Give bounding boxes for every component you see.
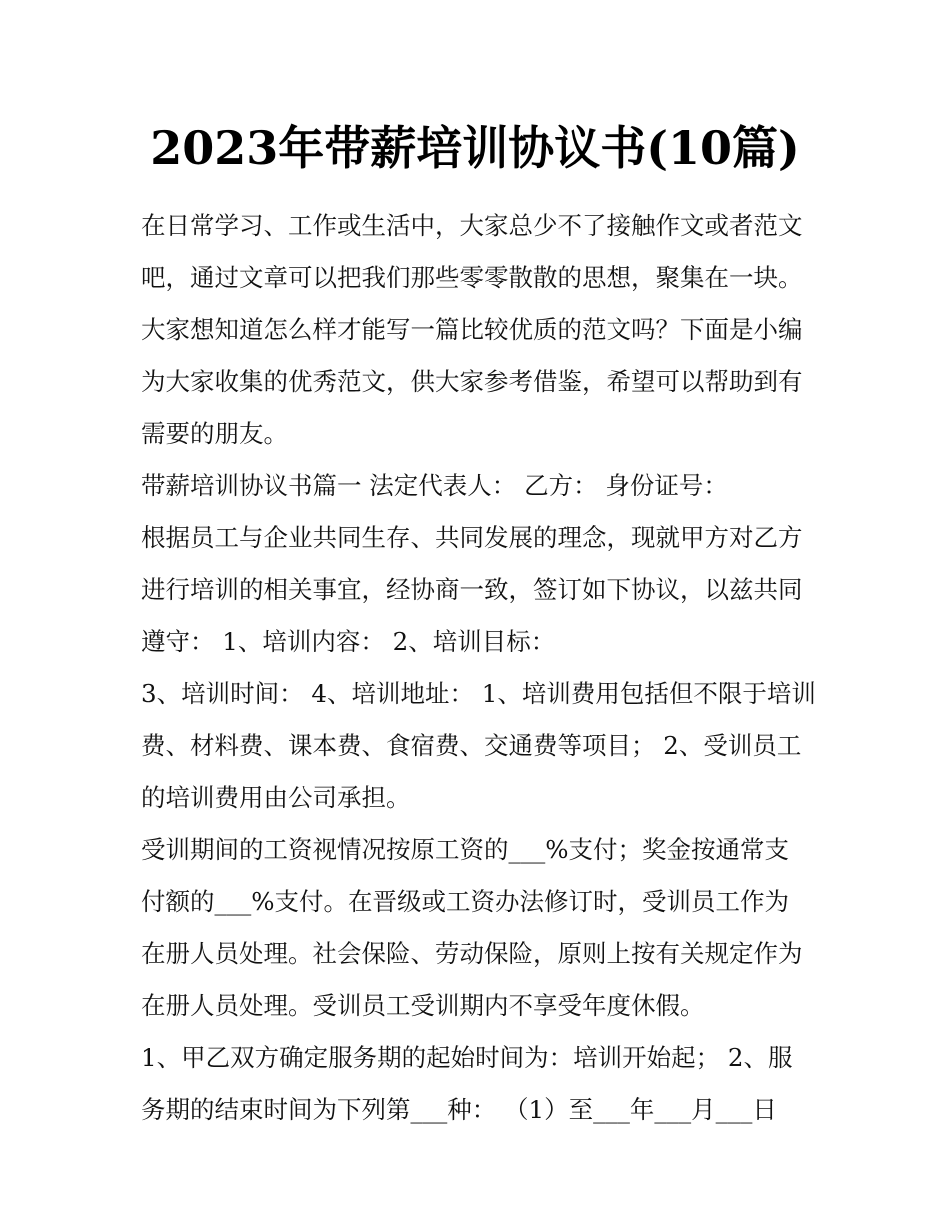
text-line: 1、甲乙双方确定服务期的起始时间为：培训开始起； 2、服 xyxy=(141,1043,793,1072)
text-line: 带薪培训协议书篇一 法定代表人： 乙方： 身份证号： xyxy=(141,471,728,500)
text-line: 受训期间的工资视情况按原工资的___%支付；奖金按通常支 xyxy=(141,835,790,864)
text-line: 付额的___%支付。在晋级或工资办法修订时，受训员工作为 xyxy=(141,887,790,916)
document-title: 2023年带薪培训协议书(10篇) xyxy=(150,121,800,175)
text-line: 3、培训时间： 4、培训地址： 1、培训费用包括但不限于培训 xyxy=(141,679,816,708)
text-line: 的培训费用由公司承担。 xyxy=(141,783,411,812)
text-line: 进行培训的相关事宜，经协商一致，签订如下协议，以兹共同 xyxy=(141,575,803,604)
text-line: 遵守： 1、培训内容： 2、培训目标： xyxy=(141,627,556,656)
text-line: 在册人员处理。受训员工受训期内不享受年度休假。 xyxy=(141,991,705,1020)
text-line: 需要的朋友。 xyxy=(141,419,288,448)
text-line: 吧，通过文章可以把我们那些零零散散的思想，聚集在一块。 xyxy=(141,263,803,292)
text-line: 为大家收集的优秀范文，供大家参考借鉴，希望可以帮助到有 xyxy=(141,367,803,396)
text-line: 在册人员处理。社会保险、劳动保险，原则上按有关规定作为 xyxy=(141,939,803,968)
text-line: 务期的结束时间为下列第___种： （1）至___年___月___日 xyxy=(141,1095,777,1124)
text-line: 费、材料费、课本费、食宿费、交通费等项目； 2、受训员工 xyxy=(141,731,802,760)
text-line: 在日常学习、工作或生活中，大家总少不了接触作文或者范文 xyxy=(141,211,803,240)
document-body xyxy=(141,200,816,1136)
text-line: 大家想知道怎么样才能写一篇比较优质的范文吗？下面是小编 xyxy=(141,315,803,344)
text-line: 根据员工与企业共同生存、共同发展的理念，现就甲方对乙方 xyxy=(141,523,803,552)
